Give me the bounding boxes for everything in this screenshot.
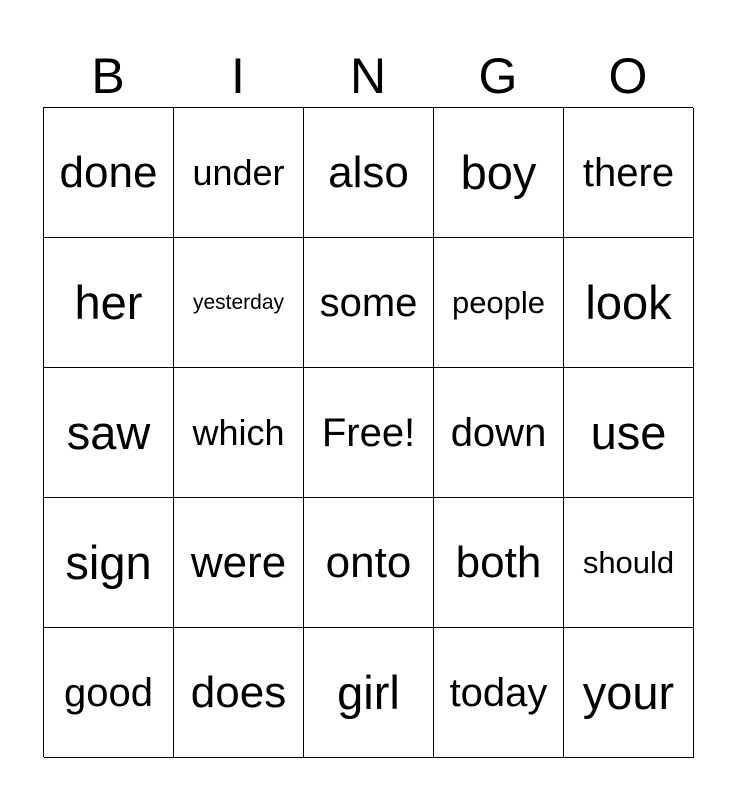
header-letter-b: B	[91, 48, 125, 104]
header-letter-g: G	[478, 48, 518, 104]
bingo-cell[interactable]: also	[304, 108, 434, 238]
bingo-board	[43, 107, 693, 757]
bingo-cell[interactable]: your	[564, 628, 694, 758]
bingo-cell[interactable]: some	[304, 238, 434, 368]
bingo-cell[interactable]: today	[434, 628, 564, 758]
bingo-header	[43, 44, 693, 108]
bingo-cell[interactable]: both	[434, 498, 564, 628]
header-letter-o: O	[608, 48, 648, 104]
bingo-cell[interactable]: onto	[304, 498, 434, 628]
bingo-cell[interactable]: does	[174, 628, 304, 758]
bingo-cell[interactable]: should	[564, 498, 694, 628]
bingo-cell[interactable]: girl	[304, 628, 434, 758]
bingo-cell[interactable]: people	[434, 238, 564, 368]
bingo-cell[interactable]: were	[174, 498, 304, 628]
bingo-cell[interactable]: look	[564, 238, 694, 368]
bingo-cell[interactable]: under	[174, 108, 304, 238]
bingo-cell[interactable]: done	[44, 108, 174, 238]
header-letter-i: I	[231, 48, 245, 104]
bingo-cell[interactable]: which	[174, 368, 304, 498]
bingo-cell[interactable]: good	[44, 628, 174, 758]
free-space-cell[interactable]: Free!	[304, 368, 434, 498]
bingo-cell[interactable]: sign	[44, 498, 174, 628]
bingo-cell[interactable]: yesterday	[174, 238, 304, 368]
bingo-cell[interactable]: there	[564, 108, 694, 238]
bingo-cell[interactable]: down	[434, 368, 564, 498]
header-letter-n: N	[349, 48, 387, 104]
bingo-cell[interactable]: boy	[434, 108, 564, 238]
bingo-cell[interactable]: saw	[44, 368, 174, 498]
bingo-cell[interactable]: use	[564, 368, 694, 498]
bingo-cell[interactable]: her	[44, 238, 174, 368]
